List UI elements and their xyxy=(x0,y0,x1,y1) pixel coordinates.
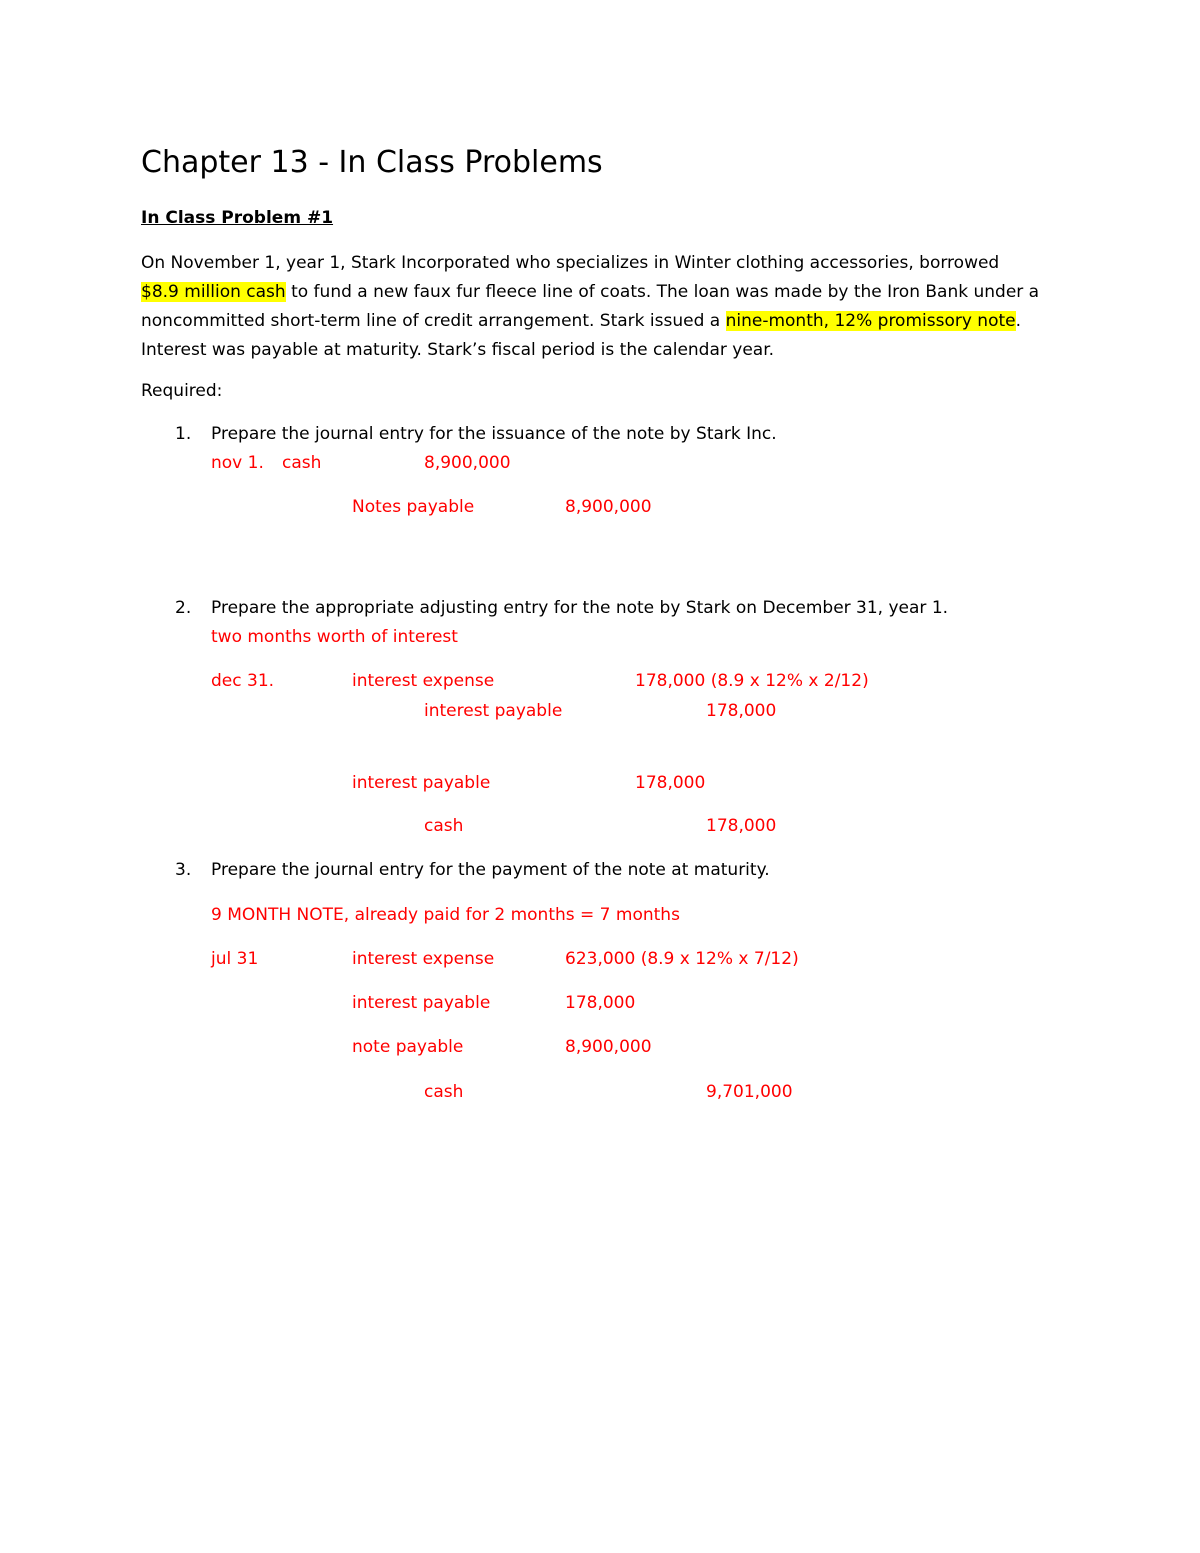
highlight-note-terms: nine-month, 12% promissory note xyxy=(725,311,1016,331)
item-3-credit-amount: 9,701,000 xyxy=(706,1082,793,1102)
item-2-credit2-amount: 178,000 xyxy=(706,816,777,836)
statement-line-2-rest: to fund a new faux fur fleece line of coats. The loan was made by the Iron Bank under a xyxy=(285,282,1040,302)
item-2-date: dec 31. xyxy=(211,671,275,691)
item-3-question: Prepare the journal entry for the payment of the note at maturity. xyxy=(211,860,770,880)
item-2-credit-amount: 178,000 xyxy=(706,701,777,721)
item-3-number: 3. xyxy=(175,860,192,880)
item-3-debit3-amount: 8,900,000 xyxy=(565,1037,652,1057)
item-1-number: 1. xyxy=(175,424,192,444)
page-title: Chapter 13 - In Class Problems xyxy=(141,145,603,180)
item-3-debit1-account: interest expense xyxy=(352,949,495,969)
highlight-loan-amount: $8.9 million cash xyxy=(141,282,286,302)
item-3-debit1-amount: 623,000 (8.9 x 12% x 7/12) xyxy=(565,949,799,969)
item-3-note: 9 MONTH NOTE, already paid for 2 months = 7 months xyxy=(211,905,680,925)
item-3-debit3-account: note payable xyxy=(352,1037,464,1057)
item-2-question: Prepare the appropriate adjusting entry for the note by Stark on December 31, year 1. xyxy=(211,598,949,618)
item-1-debit-account: cash xyxy=(282,453,322,473)
problem-statement xyxy=(141,249,1071,365)
item-1-credit-amount: 8,900,000 xyxy=(565,497,652,517)
statement-line-4: Interest was payable at maturity. Stark’s fiscal period is the calendar year. xyxy=(141,340,775,360)
item-2-debit-account: interest expense xyxy=(352,671,495,691)
item-1-question: Prepare the journal entry for the issuance of the note by Stark Inc. xyxy=(211,424,777,444)
required-label: Required: xyxy=(141,381,223,401)
item-1-debit-amount: 8,900,000 xyxy=(424,453,511,473)
item-2-number: 2. xyxy=(175,598,192,618)
item-3-credit-account: cash xyxy=(424,1082,464,1102)
item-2-debit2-amount: 178,000 xyxy=(635,773,706,793)
item-3-debit2-amount: 178,000 xyxy=(565,993,636,1013)
statement-line-3-post: . xyxy=(1015,311,1022,331)
item-2-note: two months worth of interest xyxy=(211,627,458,647)
statement-line-3-pre: noncommitted short-term line of credit arrangement. Stark issued a xyxy=(141,311,726,331)
item-2-credit-account: interest payable xyxy=(424,701,563,721)
item-2-debit2-account: interest payable xyxy=(352,773,491,793)
problem-heading: In Class Problem #1 xyxy=(141,208,334,228)
item-1-credit-account: Notes payable xyxy=(352,497,475,517)
item-2-debit-amount: 178,000 (8.9 x 12% x 2/12) xyxy=(635,671,869,691)
statement-line-1: On November 1, year 1, Stark Incorporated who specializes in Winter clothing accessories, borrowed xyxy=(141,253,1000,273)
item-3-debit2-account: interest payable xyxy=(352,993,491,1013)
item-3-date: jul 31 xyxy=(211,949,259,969)
statement-line-2 xyxy=(141,278,1071,307)
item-2-credit2-account: cash xyxy=(424,816,464,836)
statement-line-3 xyxy=(141,307,1071,336)
item-1-date: nov 1. xyxy=(211,453,264,473)
